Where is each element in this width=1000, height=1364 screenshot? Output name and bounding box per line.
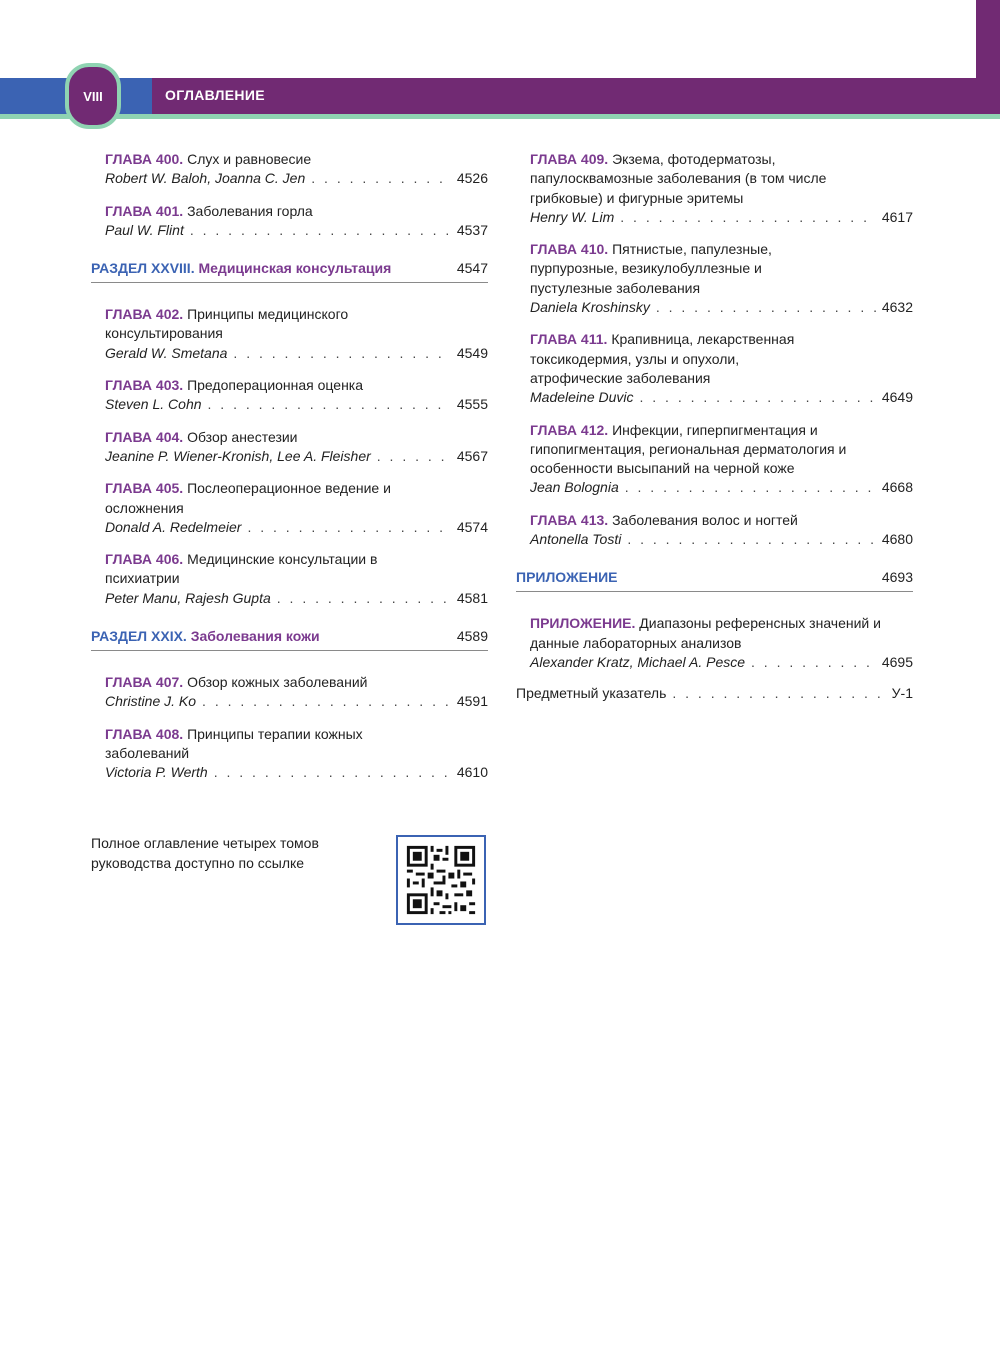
header-rule	[0, 114, 1000, 119]
section-name: Медицинская консультация	[198, 260, 392, 277]
toc-right-column	[516, 150, 913, 701]
chapter-number: ГЛАВА 403.	[105, 377, 184, 394]
chapter-author: Victoria P. Werth	[105, 764, 208, 781]
toc-entry[interactable]	[105, 673, 488, 712]
chapter-title: Предоперационная оценка	[187, 377, 364, 394]
chapter-title: Послеоперационное ведение и осложнения	[105, 480, 391, 516]
toc-entry[interactable]	[530, 614, 913, 672]
leader-dots	[208, 395, 451, 414]
leader-dots	[202, 692, 451, 711]
leader-dots	[247, 518, 450, 537]
toc-entry[interactable]	[105, 376, 488, 415]
chapter-title: Принципы медицинского консультирования	[105, 306, 349, 342]
chapter-author: Robert W. Baloh, Joanna C. Jen	[105, 170, 306, 187]
edge-tab	[976, 0, 1000, 118]
section-name: ПРИЛОЖЕНИЕ	[516, 569, 618, 586]
section-number: РАЗДЕЛ XXIX.	[91, 628, 187, 645]
chapter-number: ГЛАВА 410.	[530, 241, 609, 258]
leader-dots	[277, 589, 451, 608]
chapter-author: Jeanine P. Wiener-Kronish, Lee A. Fleisher	[105, 447, 371, 464]
chapter-author: Paul W. Flint	[105, 221, 184, 238]
chapter-author: Steven L. Cohn	[105, 396, 202, 413]
chapter-number: ГЛАВА 407.	[105, 674, 184, 691]
header-band-purple	[152, 78, 976, 114]
full-toc-note: Полное оглавление четырех томов руководства доступно по ссылке	[91, 835, 319, 871]
leader-dots	[233, 344, 450, 363]
chapter-author: Gerald W. Smetana	[105, 344, 228, 361]
chapter-author: Antonella Tosti	[530, 531, 622, 548]
leader-dots	[625, 478, 876, 497]
chapter-page: 4695	[881, 653, 913, 670]
leader-dots	[311, 169, 451, 188]
section-heading[interactable]	[91, 628, 488, 651]
chapter-number: ГЛАВА 400.	[105, 151, 184, 167]
chapter-title: Заболевания волос и ногтей	[612, 511, 798, 528]
toc-entry[interactable]	[530, 240, 913, 317]
chapter-page: 4680	[881, 531, 913, 548]
toc-entry[interactable]	[105, 150, 488, 189]
toc-entry[interactable]	[530, 150, 913, 227]
toc-entry[interactable]	[105, 479, 488, 537]
chapter-page: 4555	[456, 396, 488, 413]
chapter-number: ГЛАВА 402.	[105, 306, 184, 323]
chapter-author: Jean Bolognia	[530, 479, 619, 496]
chapter-number: ГЛАВА 408.	[105, 725, 184, 742]
toc-left-column	[91, 150, 488, 796]
toc-entry[interactable]	[530, 511, 913, 550]
appendix-heading[interactable]	[516, 569, 913, 592]
toc-entry[interactable]	[105, 305, 375, 344]
leader-dots	[656, 298, 876, 317]
chapter-author: Donald A. Redelmeier	[105, 518, 242, 535]
index-page: У-1	[891, 685, 913, 702]
chapter-page: 4537	[456, 221, 488, 238]
leader-dots	[620, 208, 876, 227]
chapter-title: Диапазоны референсных значений и данные лабораторных анализов	[530, 615, 881, 651]
chapter-page: 4668	[881, 479, 913, 496]
toc-entry[interactable]	[105, 202, 488, 241]
index-entry[interactable]	[516, 685, 913, 701]
chapter-number: ГЛАВА 401.	[105, 202, 184, 219]
chapter-page: 4567	[456, 447, 488, 464]
section-page: 4589	[456, 628, 488, 645]
chapter-number: ГЛАВА 411.	[530, 331, 608, 348]
qr-code[interactable]	[396, 835, 486, 925]
leader-dots	[190, 221, 451, 240]
chapter-title: Обзор кожных заболеваний	[187, 674, 368, 691]
leader-dots	[377, 447, 451, 466]
chapter-title: Медицинские консультации в психиатрии	[105, 551, 378, 587]
chapter-page: 4610	[456, 764, 488, 781]
chapter-author: Daniela Kroshinsky	[530, 299, 650, 316]
toc-entry[interactable]	[105, 428, 488, 467]
chapter-page: 4617	[881, 208, 913, 225]
leader-dots	[640, 388, 876, 407]
leader-dots	[214, 763, 451, 782]
section-heading[interactable]	[91, 260, 488, 283]
chapter-title: Пятнистые, папулезные, пурпурозные, везикулобуллезные и пустулезные заболевания	[530, 241, 772, 296]
leader-dots	[627, 530, 876, 549]
chapter-author: Peter Manu, Rajesh Gupta	[105, 589, 271, 606]
chapter-number: ГЛАВА 406.	[105, 551, 184, 568]
section-page: 4547	[456, 260, 488, 277]
qr-code-image	[398, 837, 484, 923]
index-label: Предметный указатель	[516, 685, 667, 702]
chapter-title: Заболевания горла	[187, 202, 313, 219]
chapter-author: Henry W. Lim	[530, 208, 615, 225]
chapter-author: Christine J. Ko	[105, 693, 197, 710]
section-page: 4693	[881, 569, 913, 586]
toc-entry[interactable]	[530, 421, 913, 498]
chapter-number: ГЛАВА 413.	[530, 511, 609, 528]
chapter-title: Обзор анестезии	[187, 428, 298, 445]
chapter-page: 4526	[456, 170, 488, 187]
chapter-author: Alexander Kratz, Michael A. Pesce	[530, 653, 746, 670]
chapter-number: ГЛАВА 412.	[530, 421, 609, 438]
toc-entry[interactable]	[530, 330, 913, 407]
chapter-number: ПРИЛОЖЕНИЕ.	[530, 615, 636, 632]
chapter-page: 4574	[456, 518, 488, 535]
chapter-title: Крапивница, лекарственная токсикодермия, узлы и опухоли, атрофические заболевания	[530, 331, 795, 386]
chapter-title: Инфекции, гиперпигментация и гипопигментация, региональная дерматология и особенности высыпаний на черной коже	[530, 421, 847, 477]
chapter-title: Принципы терапии кожных заболеваний	[105, 725, 363, 761]
leader-dots	[672, 685, 885, 701]
chapter-author: Madeleine Duvic	[530, 389, 634, 406]
toc-entry[interactable]	[105, 550, 488, 608]
chapter-page: 4549	[456, 344, 488, 361]
chapter-page: 4632	[881, 299, 913, 316]
chapter-number: ГЛАВА 405.	[105, 480, 184, 497]
leader-dots	[751, 653, 876, 672]
chapter-number: ГЛАВА 404.	[105, 428, 184, 445]
chapter-page: 4649	[881, 389, 913, 406]
chapter-page: 4591	[456, 693, 488, 710]
page-number: VIII	[83, 88, 103, 104]
chapter-title: Слух и равновесие	[187, 151, 312, 167]
chapter-page: 4581	[456, 589, 488, 606]
chapter-title: Экзема, фотодерматозы, папулосквамозные заболевания (в том числе грибковые) и фигурные эритемы	[530, 151, 827, 206]
section-name: Заболевания кожи	[190, 628, 320, 645]
toc-entry[interactable]	[105, 725, 488, 783]
page-number-badge	[65, 63, 121, 129]
section-number: РАЗДЕЛ XXVIII.	[91, 260, 195, 277]
toc-entry-author	[105, 344, 488, 363]
chapter-number: ГЛАВА 409.	[530, 151, 609, 167]
page-title: ОГЛАВЛЕНИЕ	[165, 87, 265, 103]
